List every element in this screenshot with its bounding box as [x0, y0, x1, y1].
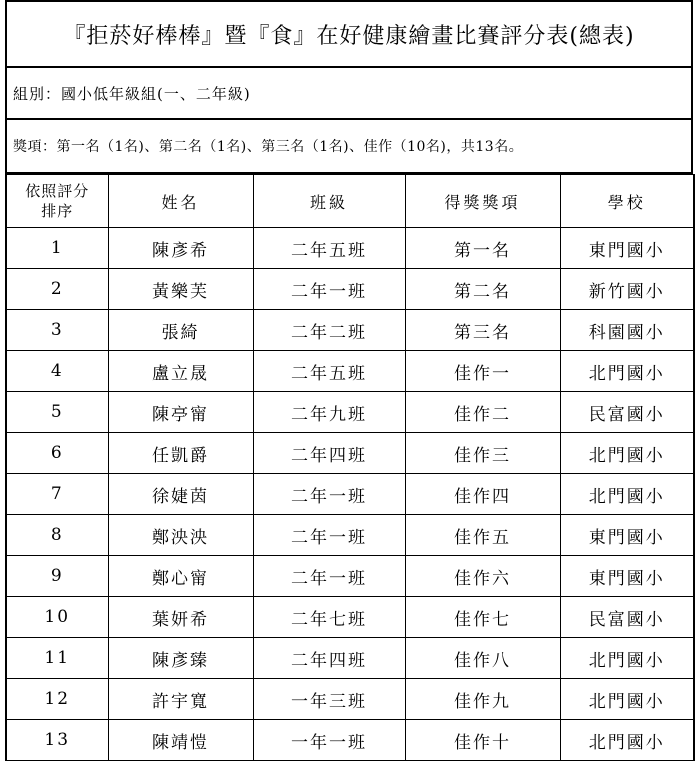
- award-cell: 佳作三: [405, 433, 560, 474]
- school-header: 學校: [560, 175, 694, 228]
- table-row: [6, 679, 694, 720]
- table-header-row: [6, 175, 694, 228]
- name-cell: 鄭泱泱: [108, 515, 253, 556]
- school-cell: 北門國小: [560, 433, 694, 474]
- awards-summary: 獎項：第一名（1名)、第二名（1名)、第三名（1名)、佳作（10名)，共13名。: [5, 120, 693, 174]
- rank-cell: 8: [6, 515, 108, 556]
- award-cell: 第二名: [405, 269, 560, 310]
- results-table: [5, 174, 695, 761]
- award-cell: 佳作十: [405, 720, 560, 761]
- table-row: [6, 474, 694, 515]
- award-cell: 佳作五: [405, 515, 560, 556]
- class-cell: 二年一班: [253, 474, 405, 515]
- award-cell: 佳作八: [405, 638, 560, 679]
- name-cell: 陳亭甯: [108, 392, 253, 433]
- name-cell: 許宇寬: [108, 679, 253, 720]
- class-cell: 二年四班: [253, 638, 405, 679]
- rank-header-line2: 排序: [41, 202, 74, 220]
- award-cell: 佳作七: [405, 597, 560, 638]
- name-cell: 葉妍希: [108, 597, 253, 638]
- table-row: [6, 392, 694, 433]
- table-row: [6, 638, 694, 679]
- rank-cell: 2: [6, 269, 108, 310]
- award-cell: 佳作九: [405, 679, 560, 720]
- school-cell: 北門國小: [560, 720, 694, 761]
- school-cell: 北門國小: [560, 638, 694, 679]
- rank-cell: 5: [6, 392, 108, 433]
- name-cell: 鄭心甯: [108, 556, 253, 597]
- table-row: [6, 515, 694, 556]
- school-cell: 東門國小: [560, 228, 694, 269]
- class-cell: 二年七班: [253, 597, 405, 638]
- class-cell: 二年四班: [253, 433, 405, 474]
- school-cell: 東門國小: [560, 556, 694, 597]
- rank-cell: 3: [6, 310, 108, 351]
- name-cell: 徐婕茵: [108, 474, 253, 515]
- table-row: [6, 351, 694, 392]
- name-cell: 陳彥臻: [108, 638, 253, 679]
- name-cell: 任凱爵: [108, 433, 253, 474]
- rank-cell: 13: [6, 720, 108, 761]
- rank-cell: 7: [6, 474, 108, 515]
- group-label: 組別：國小低年級組(一、二年級): [5, 68, 693, 120]
- rank-cell: 11: [6, 638, 108, 679]
- award-cell: 佳作四: [405, 474, 560, 515]
- class-cell: 二年五班: [253, 351, 405, 392]
- name-cell: 陳靖愷: [108, 720, 253, 761]
- class-cell: 一年三班: [253, 679, 405, 720]
- name-cell: 盧立晟: [108, 351, 253, 392]
- name-header: 姓名: [108, 175, 253, 228]
- award-cell: 佳作一: [405, 351, 560, 392]
- award-cell: 第三名: [405, 310, 560, 351]
- school-cell: 新竹國小: [560, 269, 694, 310]
- school-cell: 科園國小: [560, 310, 694, 351]
- class-cell: 二年一班: [253, 269, 405, 310]
- school-cell: 北門國小: [560, 474, 694, 515]
- award-cell: 佳作六: [405, 556, 560, 597]
- rank-cell: 6: [6, 433, 108, 474]
- school-cell: 北門國小: [560, 351, 694, 392]
- school-cell: 民富國小: [560, 392, 694, 433]
- class-header: 班級: [253, 175, 405, 228]
- rank-cell: 4: [6, 351, 108, 392]
- rank-cell: 12: [6, 679, 108, 720]
- class-cell: 一年一班: [253, 720, 405, 761]
- award-cell: 第一名: [405, 228, 560, 269]
- table-row: [6, 310, 694, 351]
- school-cell: 北門國小: [560, 679, 694, 720]
- document-title: 『拒菸好棒棒』暨『食』在好健康繪畫比賽評分表(總表): [5, 0, 693, 68]
- rank-cell: 10: [6, 597, 108, 638]
- table-row: [6, 228, 694, 269]
- class-cell: 二年二班: [253, 310, 405, 351]
- rank-header: [6, 175, 108, 228]
- table-row: [6, 720, 694, 761]
- rank-cell: 9: [6, 556, 108, 597]
- award-header: 得獎獎項: [405, 175, 560, 228]
- table-row: [6, 269, 694, 310]
- name-cell: 陳彥希: [108, 228, 253, 269]
- award-cell: 佳作二: [405, 392, 560, 433]
- name-cell: 張綺: [108, 310, 253, 351]
- table-row: [6, 556, 694, 597]
- table-row: [6, 433, 694, 474]
- rank-header-line1: 依照評分: [25, 182, 90, 200]
- class-cell: 二年五班: [253, 228, 405, 269]
- class-cell: 二年九班: [253, 392, 405, 433]
- rank-cell: 1: [6, 228, 108, 269]
- name-cell: 黃樂芙: [108, 269, 253, 310]
- class-cell: 二年一班: [253, 515, 405, 556]
- score-sheet: [5, 0, 693, 761]
- school-cell: 東門國小: [560, 515, 694, 556]
- school-cell: 民富國小: [560, 597, 694, 638]
- class-cell: 二年一班: [253, 556, 405, 597]
- table-row: [6, 597, 694, 638]
